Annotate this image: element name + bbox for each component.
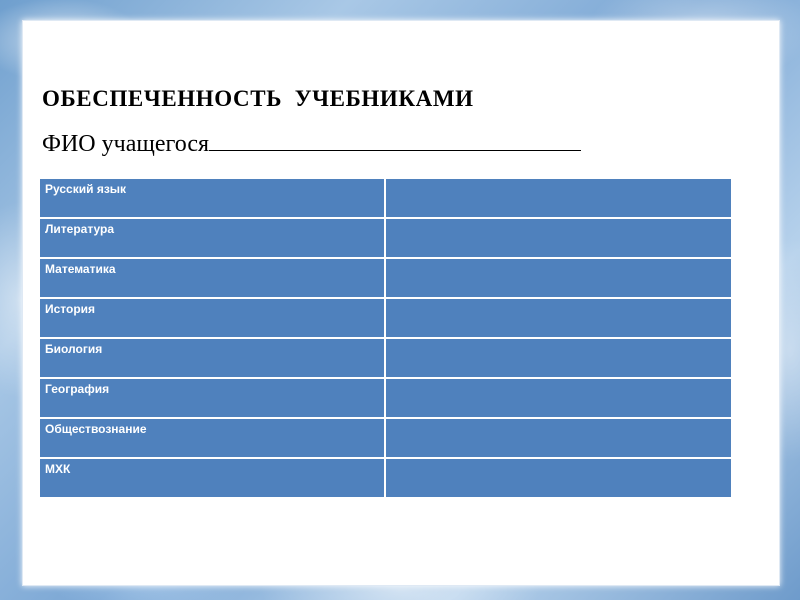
value-cell[interactable]: [386, 379, 733, 419]
table-row: [40, 259, 733, 299]
textbooks-table: [40, 179, 733, 499]
value-cell[interactable]: [386, 419, 733, 459]
slide: [22, 20, 780, 586]
table-row: [40, 179, 733, 219]
table-row: [40, 419, 733, 459]
value-cell[interactable]: [386, 459, 733, 499]
table-row: [40, 299, 733, 339]
subject-cell: Русский язык: [40, 179, 386, 219]
subject-cell: География: [40, 379, 386, 419]
value-cell[interactable]: [386, 179, 733, 219]
value-cell[interactable]: [386, 299, 733, 339]
subject-cell: Литература: [40, 219, 386, 259]
student-name-label: ФИО учащегося: [42, 131, 210, 157]
subject-cell: Математика: [40, 259, 386, 299]
value-cell[interactable]: [386, 339, 733, 379]
value-cell[interactable]: [386, 259, 733, 299]
subject-cell: Обществознание: [40, 419, 386, 459]
table-row: [40, 379, 733, 419]
value-cell[interactable]: [386, 219, 733, 259]
page-title: ОБЕСПЕЧЕННОСТЬ УЧЕБНИКАМИ: [42, 86, 474, 111]
table-row: [40, 339, 733, 379]
subject-cell: МХК: [40, 459, 386, 499]
subject-cell: Биология: [40, 339, 386, 379]
student-name-field: [42, 124, 581, 158]
table-row: [40, 459, 733, 499]
table-row: [40, 219, 733, 259]
student-name-blank-line[interactable]: [209, 124, 581, 151]
subject-cell: История: [40, 299, 386, 339]
